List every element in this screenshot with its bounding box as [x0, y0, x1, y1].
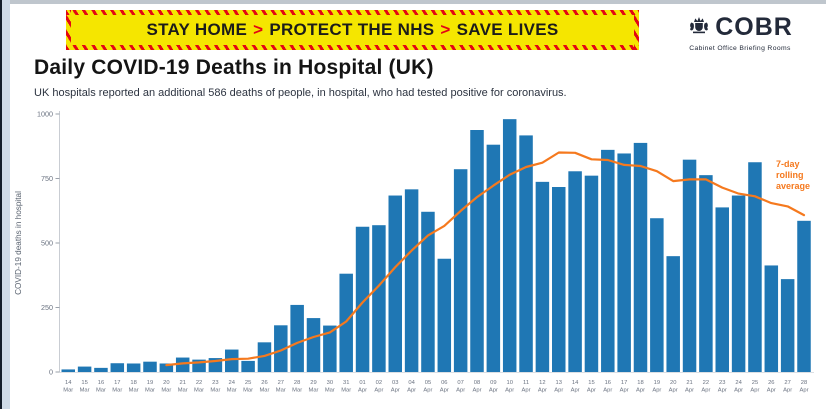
bar-08-Apr [470, 130, 484, 372]
x-tick-label: 27 Mar [275, 380, 286, 394]
x-tick-label: 01 Apr [358, 380, 368, 394]
x-tick-label: 05 Apr [423, 380, 433, 394]
x-tick-label: 04 Apr [407, 380, 417, 394]
x-tick-label: 23 Mar [210, 380, 221, 394]
bar-23-Apr [716, 207, 730, 372]
bar-14-Mar [62, 369, 76, 372]
bar-19-Apr [650, 218, 664, 372]
cobr-caption: Cabinet Office Briefing Rooms [689, 45, 791, 52]
chart-canvas [0, 105, 826, 405]
x-tick-label: 27 Apr [783, 380, 793, 394]
x-tick-label: 08 Apr [472, 380, 482, 394]
bar-15-Mar [78, 367, 92, 372]
hazard-stripe-bottom [66, 45, 639, 50]
x-tick-label: 12 Apr [537, 380, 547, 394]
x-tick-label: 15 Mar [79, 380, 90, 394]
bar-03-Apr [389, 196, 403, 372]
x-tick-label: 25 Mar [243, 380, 254, 394]
bar-17-Apr [617, 153, 631, 372]
bar-15-Apr [585, 176, 599, 372]
banner-phrase-save-lives: SAVE LIVES [456, 20, 559, 39]
stay-home-banner [66, 10, 639, 50]
y-axis-title: COVID-19 deaths in hospital [14, 191, 23, 295]
chevron-right-icon: > [440, 20, 451, 39]
rolling-average-label: rolling [776, 170, 804, 180]
x-tick-label: 28 Apr [799, 380, 809, 394]
x-tick-label: 22 Mar [194, 380, 205, 394]
bar-20-Apr [666, 256, 680, 372]
bar-10-Apr [503, 119, 517, 372]
x-tick-label: 09 Apr [488, 380, 498, 394]
x-tick-label: 18 Apr [635, 380, 646, 394]
bar-19-Mar [143, 362, 157, 372]
x-tick-label: 17 Mar [112, 380, 123, 394]
y-tick-label: 500 [41, 238, 53, 248]
x-tick-label: 20 Apr [668, 380, 678, 394]
hazard-stripe-left [66, 10, 71, 50]
x-tick-label: 25 Apr [750, 380, 760, 394]
bar-25-Mar [241, 361, 255, 372]
bar-25-Apr [748, 162, 762, 372]
bar-31-Mar [339, 274, 353, 372]
bar-14-Apr [568, 171, 582, 372]
bar-24-Apr [732, 196, 746, 372]
frame-top-edge [0, 0, 826, 4]
x-tick-label: 26 Mar [259, 380, 270, 394]
x-tick-label: 11 Apr [521, 380, 531, 394]
x-tick-label: 03 Apr [390, 380, 400, 394]
bar-11-Apr [519, 135, 533, 372]
x-tick-label: 22 Apr [701, 380, 711, 394]
x-tick-label: 29 Mar [308, 380, 319, 394]
x-tick-label: 10 Apr [505, 380, 515, 394]
y-tick-label: 250 [41, 302, 53, 312]
x-tick-label: 24 Mar [226, 380, 237, 394]
x-tick-label: 02 Apr [374, 380, 384, 394]
rolling-average-label: average [776, 181, 811, 191]
x-tick-label: 07 Apr [456, 380, 466, 394]
bar-07-Apr [454, 169, 468, 372]
y-tick-label: 750 [41, 173, 53, 183]
y-tick-label: 1000 [37, 109, 53, 119]
cobr-wordmark: COBR [715, 13, 793, 41]
bar-18-Apr [634, 143, 648, 372]
x-tick-label: 16 Mar [95, 380, 106, 394]
bar-16-Mar [94, 368, 108, 372]
x-tick-label: 20 Mar [161, 380, 172, 394]
chevron-right-icon: > [253, 20, 264, 39]
bar-29-Mar [307, 318, 321, 372]
bar-12-Apr [536, 182, 550, 372]
rolling-average-label: 7-day [776, 159, 800, 169]
royal-crest-icon [687, 13, 711, 42]
bar-18-Mar [127, 363, 140, 372]
banner-phrase-stay-home: STAY HOME [146, 20, 248, 39]
bar-17-Mar [111, 363, 125, 372]
x-tick-label: 13 Apr [554, 380, 564, 394]
bar-04-Apr [405, 189, 419, 372]
x-tick-label: 18 Mar [128, 380, 139, 394]
bar-02-Apr [372, 225, 386, 372]
x-tick-label: 26 Apr [766, 380, 776, 394]
x-tick-label: 21 Mar [177, 380, 188, 394]
bar-26-Apr [765, 265, 779, 372]
x-tick-label: 19 Apr [652, 380, 662, 394]
x-tick-label: 15 Apr [586, 380, 596, 394]
bar-22-Apr [699, 175, 713, 372]
bar-24-Mar [225, 350, 239, 372]
y-tick-label: 0 [49, 367, 53, 377]
hazard-stripe-right [634, 10, 639, 50]
hazard-stripe-top [66, 10, 639, 15]
bar-13-Apr [552, 187, 566, 372]
x-tick-label: 06 Apr [439, 380, 449, 394]
banner-phrase-protect-nhs: PROTECT THE NHS [269, 20, 435, 39]
bar-01-Apr [356, 227, 370, 372]
x-tick-label: 17 Apr [619, 380, 629, 394]
x-tick-label: 28 Mar [292, 380, 303, 394]
page-title: Daily COVID-19 Deaths in Hospital (UK) [34, 56, 434, 79]
x-tick-label: 14 Mar [63, 380, 74, 394]
x-tick-label: 23 Apr [717, 380, 727, 394]
bar-09-Apr [487, 145, 501, 372]
page-subtitle: UK hospitals reported an additional 586 deaths of people, in hospital, who had tested positive for coronavirus. [34, 87, 567, 99]
banner-text [146, 20, 558, 40]
bar-06-Apr [438, 259, 452, 372]
bar-28-Apr [797, 221, 811, 372]
bar-28-Mar [290, 305, 304, 372]
x-tick-label: 21 Apr [685, 380, 695, 394]
x-tick-label: 24 Apr [734, 380, 744, 394]
x-tick-label: 19 Mar [145, 380, 155, 394]
bar-27-Apr [781, 279, 795, 372]
x-tick-label: 30 Mar [324, 380, 335, 394]
x-tick-label: 14 Apr [570, 380, 580, 394]
x-tick-label: 31 Mar [341, 380, 352, 394]
x-tick-label: 16 Apr [603, 380, 613, 394]
covid-deaths-chart [0, 105, 826, 405]
cobr-logo [680, 13, 800, 52]
bar-16-Apr [601, 150, 615, 372]
bar-21-Apr [683, 160, 697, 372]
